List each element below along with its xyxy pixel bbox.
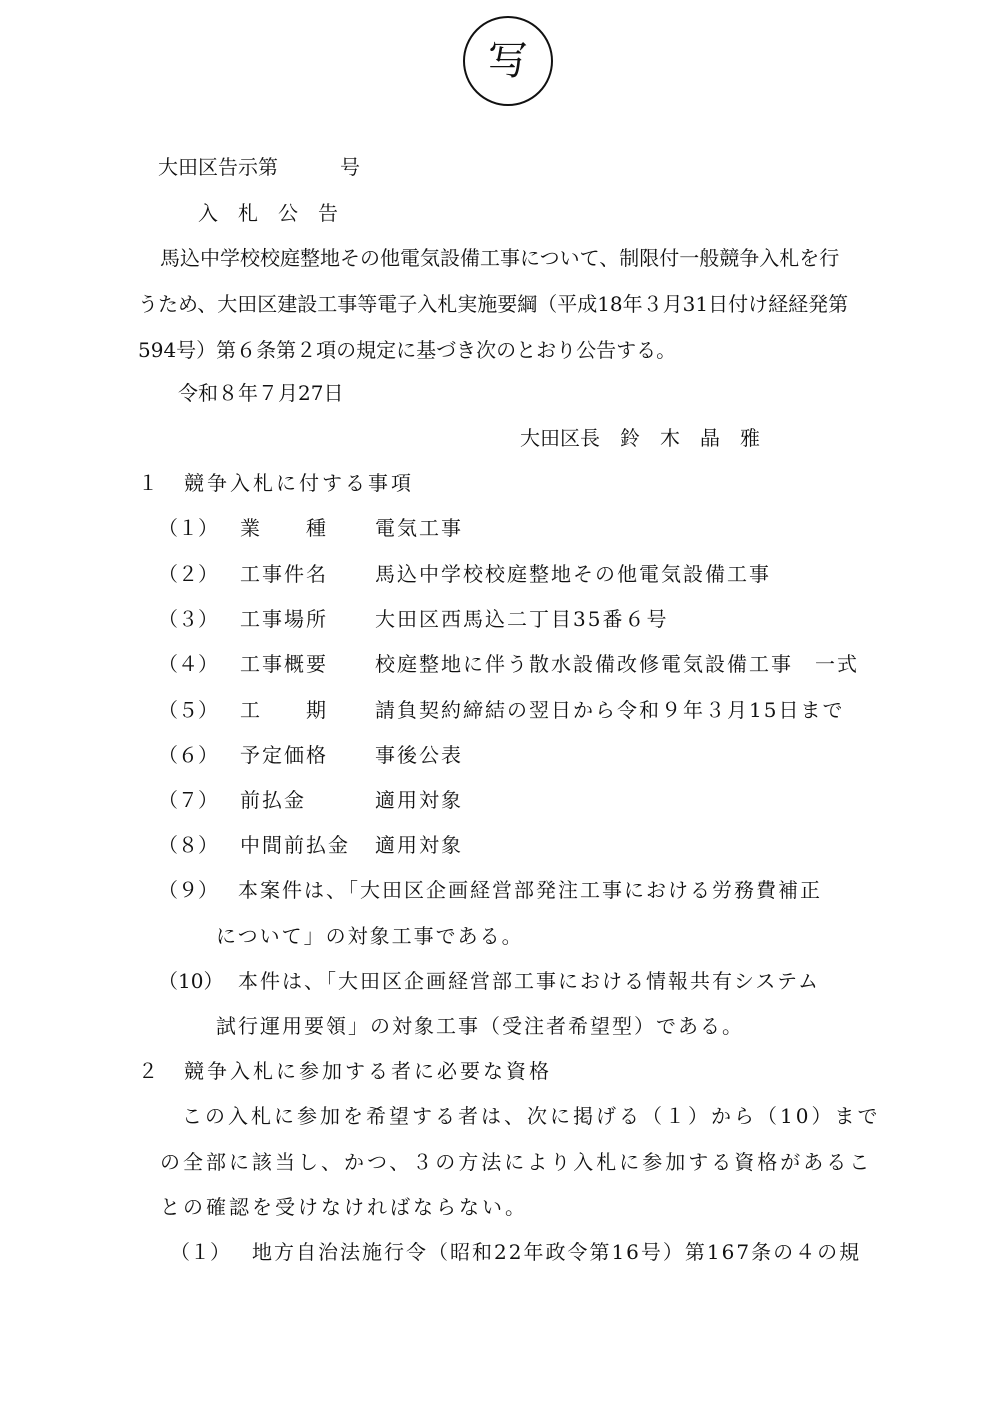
notice-number-prefix: 大田区告示第 xyxy=(158,155,278,179)
qualification-1-number: （１） xyxy=(170,1240,230,1264)
notice-number-suffix: 号 xyxy=(340,155,360,179)
item-value: 大田区西馬込二丁目35番６号 xyxy=(375,607,669,631)
signer: 大田区長 鈴 木 晶 雅 xyxy=(520,426,760,450)
item-value: 電気工事 xyxy=(375,516,463,540)
item-number: （７） xyxy=(158,788,218,812)
item-number: （３） xyxy=(158,607,218,631)
item-9-line-2: について」の対象工事である。 xyxy=(216,924,524,948)
item-9-number: （９） xyxy=(158,878,218,902)
item-10-line-2: 試行運用要領」の対象工事（受注者希望型）である。 xyxy=(216,1014,744,1038)
item-label: 予定価格 xyxy=(240,743,328,767)
intro-line-2: うため、大田区建設工事等電子入札実施要綱（平成18年３月31日付け経経発第 xyxy=(138,292,849,316)
item-number: （１） xyxy=(158,516,218,540)
item-10-line-1: 本件は、「大田区企画経営部工事における情報共有システム xyxy=(238,969,820,993)
item-value: 請負契約締結の翌日から令和９年３月15日まで xyxy=(375,698,845,722)
item-label: 中間前払金 xyxy=(240,833,350,857)
item-label: 工事件名 xyxy=(240,562,328,586)
copy-stamp: 写 xyxy=(463,16,553,106)
item-value: 適用対象 xyxy=(375,788,463,812)
item-value: 馬込中学校校庭整地その他電気設備工事 xyxy=(375,562,771,586)
notice-title: 入 札 公 告 xyxy=(198,201,338,225)
item-label: 前払金 xyxy=(240,788,306,812)
section-1-heading: １ 競争入札に付する事項 xyxy=(138,471,414,495)
item-label: 工事場所 xyxy=(240,607,328,631)
section-2-body-line-1: この入札に参加を希望する者は、次に掲げる（１）から（10）まで xyxy=(182,1104,881,1128)
qualification-1-text: 地方自治法施行令（昭和22年政令第16号）第167条の４の規 xyxy=(252,1240,862,1264)
item-label: 工事概要 xyxy=(240,652,328,676)
item-value: 適用対象 xyxy=(375,833,463,857)
item-label: 業 種 xyxy=(240,516,328,540)
item-number: （５） xyxy=(158,698,218,722)
item-10-number: （10） xyxy=(158,969,224,993)
intro-line-1: 馬込中学校校庭整地その他電気設備工事について、制限付一般競争入札を行 xyxy=(160,246,840,270)
section-2-body-line-3: との確認を受けなければならない。 xyxy=(160,1195,528,1219)
item-label: 工 期 xyxy=(240,698,328,722)
item-number: （４） xyxy=(158,652,218,676)
item-value: 校庭整地に伴う散水設備改修電気設備工事 一式 xyxy=(375,652,859,676)
item-number: （６） xyxy=(158,743,218,767)
section-2-heading: ２ 競争入札に参加する者に必要な資格 xyxy=(138,1059,552,1083)
item-value: 事後公表 xyxy=(375,743,463,767)
intro-line-3: 594号）第６条第２項の規定に基づき次のとおり公告する。 xyxy=(138,338,677,362)
item-number: （８） xyxy=(158,833,218,857)
item-number: （２） xyxy=(158,562,218,586)
section-2-body-line-2: の全部に該当し、かつ、３の方法により入札に参加する資格があるこ xyxy=(160,1150,873,1174)
item-9-line-1: 本案件は、「大田区企画経営部発注工事における労務費補正 xyxy=(238,878,822,902)
notice-date: 令和８年７月27日 xyxy=(178,381,344,405)
